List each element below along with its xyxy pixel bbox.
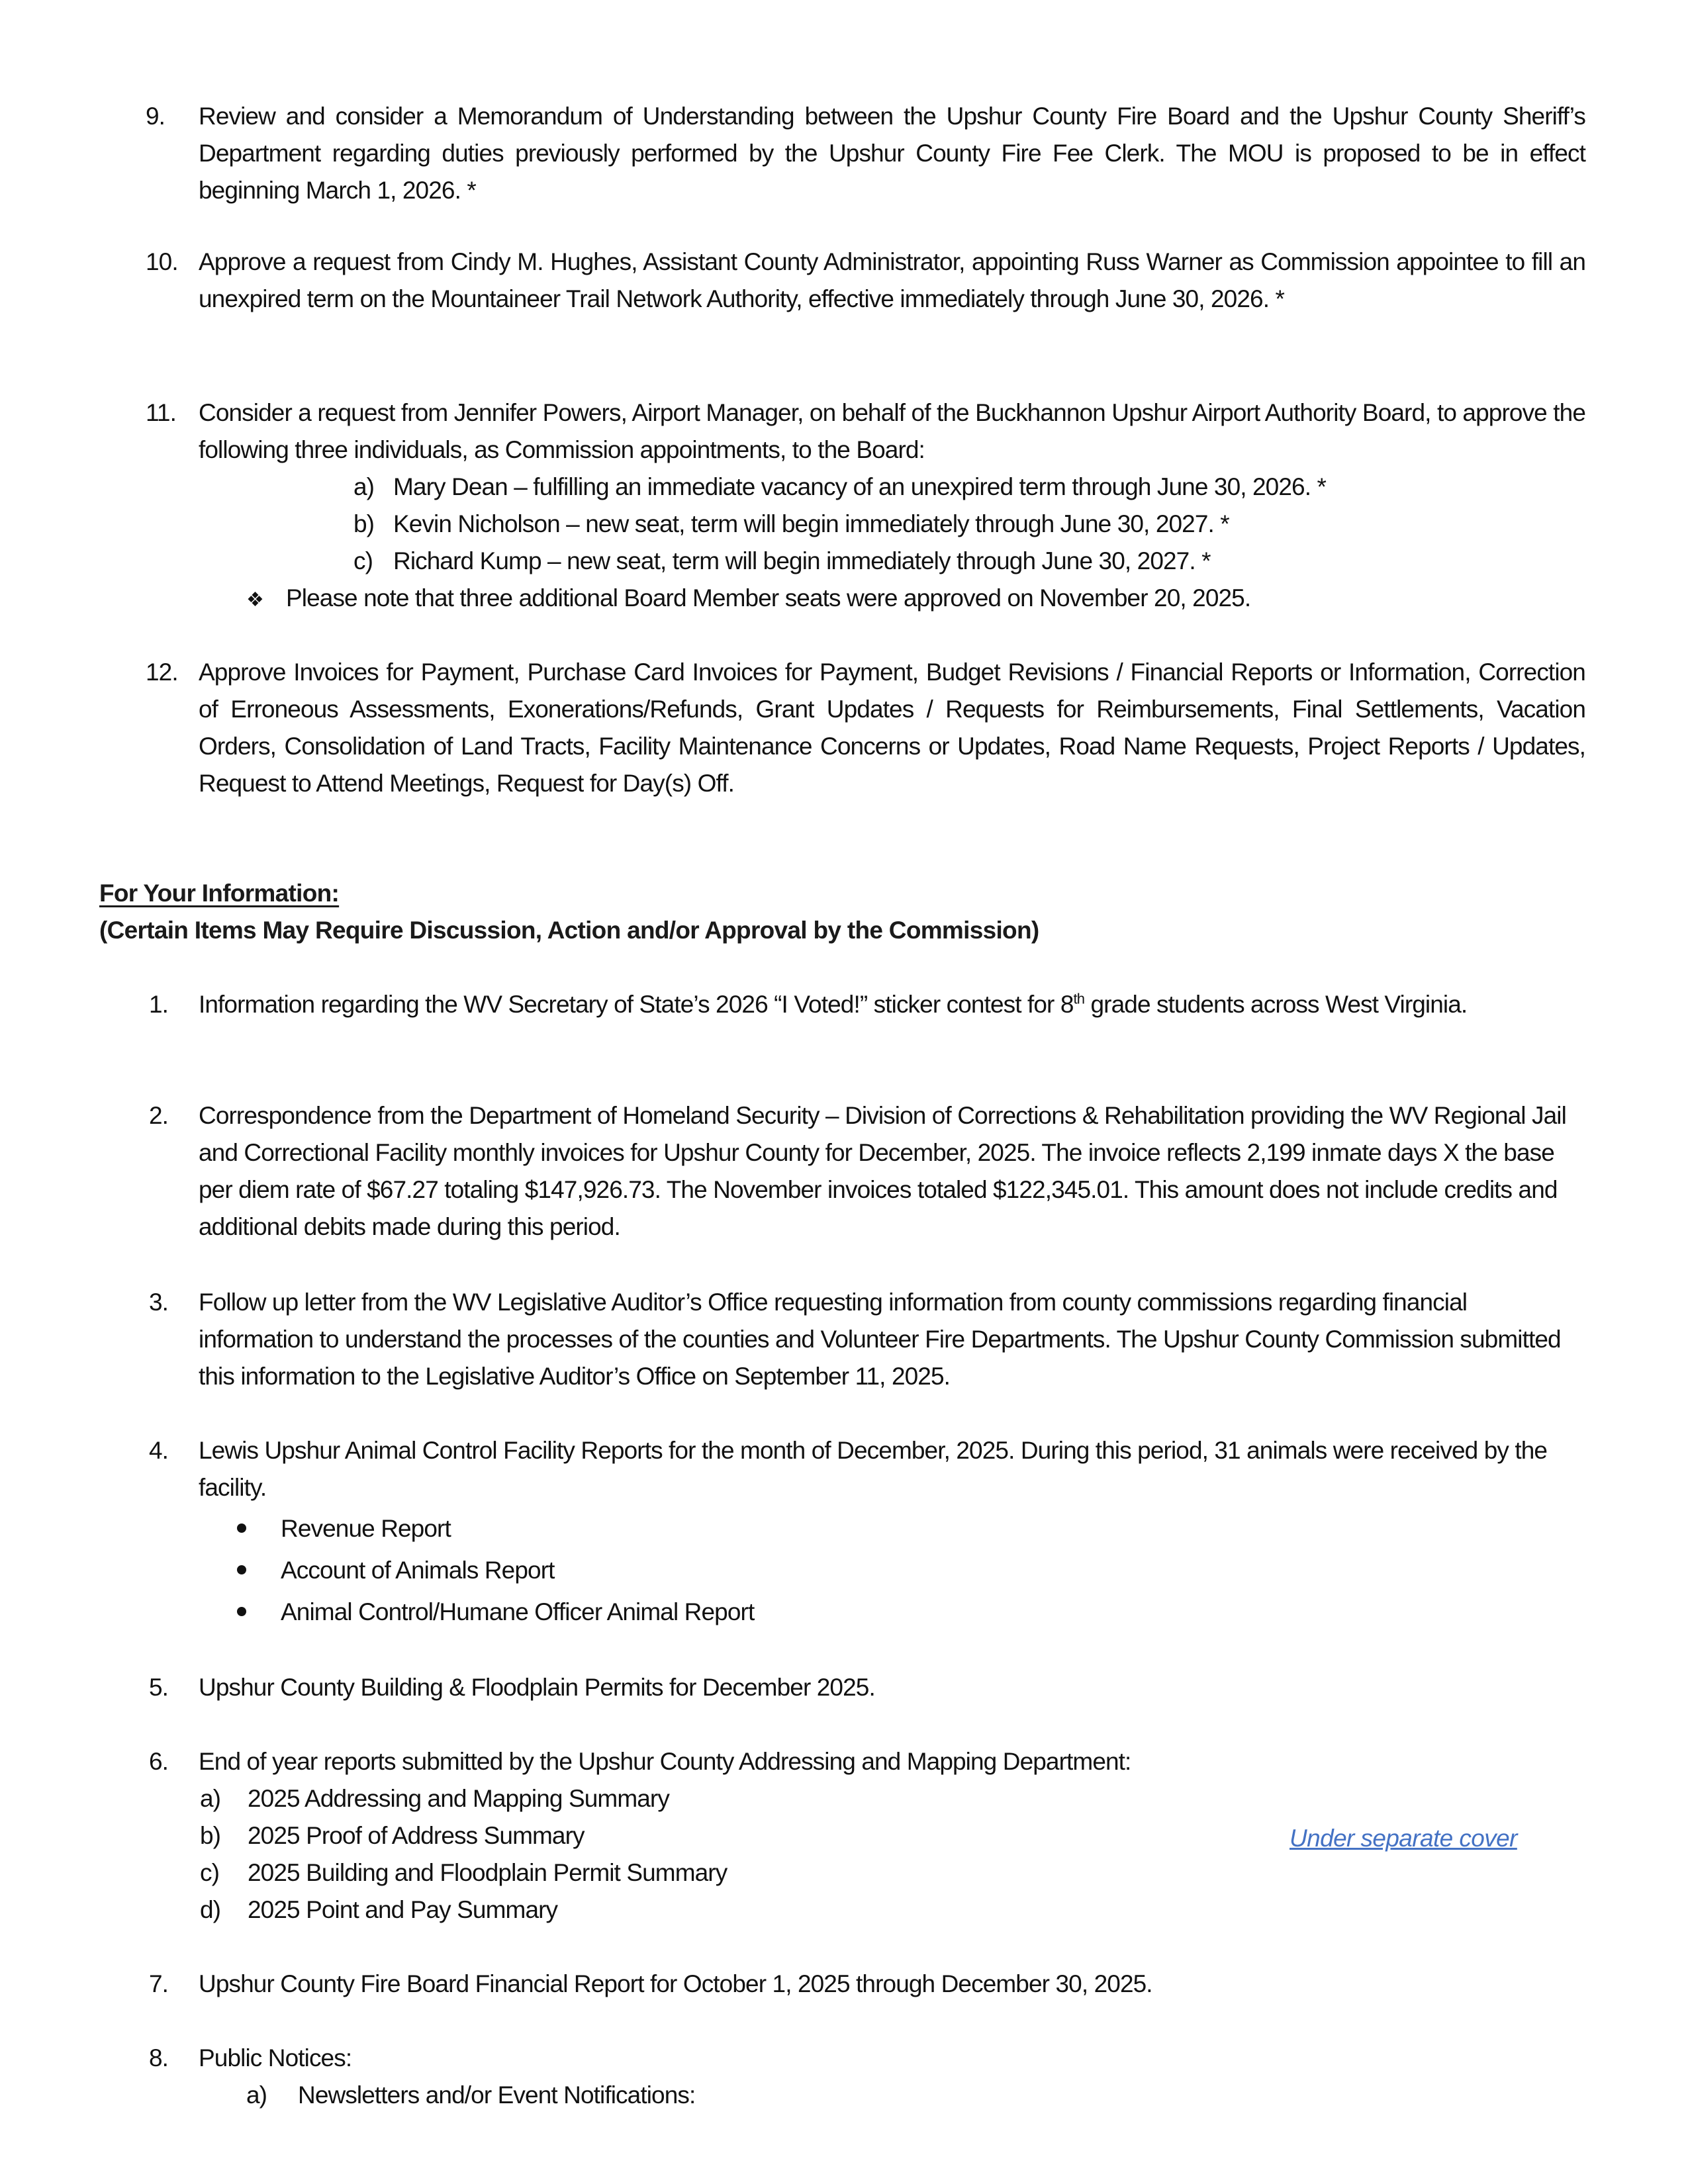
item-number: 8.: [149, 2044, 169, 2071]
item-text: Upshur County Building & Floodplain Permits for December 2025.: [199, 1674, 875, 1701]
subitem-label: a): [246, 2081, 267, 2109]
bullet-icon: [237, 1607, 246, 1616]
fyi-item-8: [149, 2040, 1585, 2077]
item-text: Correspondence from the Department of Homeland Security – Division of Corrections & Rehabilitation providing the WV Regional Jail and Correctional Facility monthly invoices for Upshur County for December, 2025. The invoice reflects 2,199 inmate days X the base per diem rate of $67.27 totaling $147,926.73. The November invoices totaled $122,345.01. This amount does not include credits and additional debits made during this period.: [199, 1102, 1566, 1240]
bullet-text: Account of Animals Report: [281, 1557, 555, 1584]
fyi-item-2: [149, 1097, 1585, 1246]
fyi-item-6: [149, 1743, 1585, 1780]
item-text: Information regarding the WV Secretary of State’s 2026 “I Voted!” sticker contest for 8: [199, 991, 1074, 1018]
agenda-subitem-c: [353, 543, 1211, 580]
subitem-label: b): [353, 510, 375, 537]
item-text: Approve Invoices for Payment, Purchase Card Invoices for Payment, Budget Revisions / Financial Reports or Information, Correction of Erroneous Assessments, Exonerations/Refunds, Grant Updates / Requests for Reimbursements, Final Settlements, Vacation Orders, Consolidation of Land Tracts, Facility Maintenance Concerns or Updates, Road Name Requests, Project Reports / Updates, Request to Attend Meetings, Request for Day(s) Off.: [199, 659, 1585, 797]
item-number: 7.: [149, 1970, 169, 1997]
bullet-icon: [237, 1524, 246, 1533]
bullet-icon: [237, 1565, 246, 1574]
fyi-subitem-c: [200, 1854, 727, 1891]
item-text: Public Notices:: [199, 2044, 352, 2071]
superscript: th: [1073, 990, 1085, 1007]
subitem-text: Newsletters and/or Event Notifications:: [298, 2081, 696, 2109]
item-text: Approve a request from Cindy M. Hughes, Assistant County Administrator, appointing Russ Warner as Commission appointee to fill an unexpired term on the Mountaineer Trail Network Authority, effective immediately through June 30, 2026. *: [199, 248, 1585, 312]
bullet-text: Animal Control/Humane Officer Animal Report: [281, 1598, 755, 1625]
fyi-item-7: [149, 1966, 1585, 2003]
item-number: 3.: [149, 1289, 169, 1316]
subitem-label: a): [200, 1785, 221, 1812]
item-text: End of year reports submitted by the Upshur County Addressing and Mapping Department:: [199, 1748, 1131, 1775]
item-number: 1.: [149, 991, 169, 1018]
fyi-heading: For Your Information:: [99, 880, 340, 907]
fyi-bullet-2: [237, 1552, 555, 1589]
item-text: Upshur County Fire Board Financial Report for October 1, 2025 through December 30, 2025.: [199, 1970, 1152, 1997]
agenda-subitem-b: [353, 506, 1229, 543]
item-number: 2.: [149, 1102, 169, 1129]
subitem-label: a): [353, 473, 375, 500]
fyi-subitem-b: [200, 1817, 585, 1854]
fyi-item-4: [149, 1432, 1585, 1506]
note-text: Please note that three additional Board Member seats were approved on November 20, 2025.: [286, 584, 1251, 612]
item-text-continued: grade students across West Virginia.: [1084, 991, 1468, 1018]
agenda-subitem-a: [353, 469, 1326, 506]
fyi-bullet-1: [237, 1510, 451, 1547]
subitem-label: c): [200, 1859, 220, 1886]
item-text: Review and consider a Memorandum of Understanding between the Upshur County Fire Board and the Upshur County Sheriff’s Department regarding duties previously performed by the Upshur County Fire Fee Clerk. The MOU is proposed to be in effect beginning March 1, 2026. *: [199, 103, 1585, 204]
item-number: 10.: [146, 248, 178, 275]
fyi-item-5: [149, 1669, 1585, 1706]
item-number: 11.: [146, 399, 176, 426]
diamond-bullet-icon: ❖: [246, 589, 263, 611]
fyi-item-3: [149, 1284, 1585, 1395]
item-number: 4.: [149, 1437, 169, 1464]
fyi-item-1: [149, 986, 1585, 1023]
agenda-note: [246, 580, 1250, 619]
item-number: 5.: [149, 1674, 169, 1701]
item-number: 12.: [146, 659, 178, 686]
fyi-bullet-3: [237, 1594, 754, 1631]
item-number: 9.: [146, 103, 165, 130]
item-text: Consider a request from Jennifer Powers, Airport Manager, on behalf of the Buckhannon Upshur Airport Authority Board, to approve the following three individuals, as Commission appointments, to the Board:: [199, 399, 1585, 463]
subitem-text: Kevin Nicholson – new seat, term will begin immediately through June 30, 2027. *: [393, 510, 1229, 537]
under-separate-cover-link[interactable]: Under separate cover: [1289, 1825, 1517, 1852]
item-text: Follow up letter from the WV Legislative Auditor’s Office requesting information from county commissions regarding financial information to understand the processes of the counties and Volunteer Fire Departments. The Upshur County Commission submitted this information to the Legislative Auditor’s Office on September 11, 2025.: [199, 1289, 1561, 1390]
subitem-text: Richard Kump – new seat, term will begin immediately through June 30, 2027. *: [393, 547, 1211, 574]
subitem-text: 2025 Proof of Address Summary: [248, 1822, 585, 1849]
subitem-text: 2025 Building and Floodplain Permit Summary: [248, 1859, 727, 1886]
subitem-text: 2025 Point and Pay Summary: [248, 1896, 558, 1923]
subitem-label: c): [353, 547, 373, 574]
fyi-subitem-8a: [246, 2077, 695, 2114]
agenda-item-10: [146, 244, 1585, 318]
bullet-text: Revenue Report: [281, 1515, 451, 1542]
subitem-label: b): [200, 1822, 221, 1849]
agenda-item-11: [146, 394, 1585, 469]
subitem-text: 2025 Addressing and Mapping Summary: [248, 1785, 669, 1812]
fyi-subitem-d: [200, 1891, 557, 1929]
subitem-label: d): [200, 1896, 221, 1923]
agenda-item-9: [146, 98, 1585, 209]
item-text: Lewis Upshur Animal Control Facility Reports for the month of December, 2025. During this period, 31 animals were received by the facility.: [199, 1437, 1548, 1501]
fyi-subheading: (Certain Items May Require Discussion, Action and/or Approval by the Commission): [99, 917, 1039, 944]
item-number: 6.: [149, 1748, 169, 1775]
fyi-subitem-a: [200, 1780, 669, 1817]
agenda-item-12: [146, 654, 1585, 802]
subitem-text: Mary Dean – fulfilling an immediate vacancy of an unexpired term through June 30, 2026. *: [393, 473, 1326, 500]
